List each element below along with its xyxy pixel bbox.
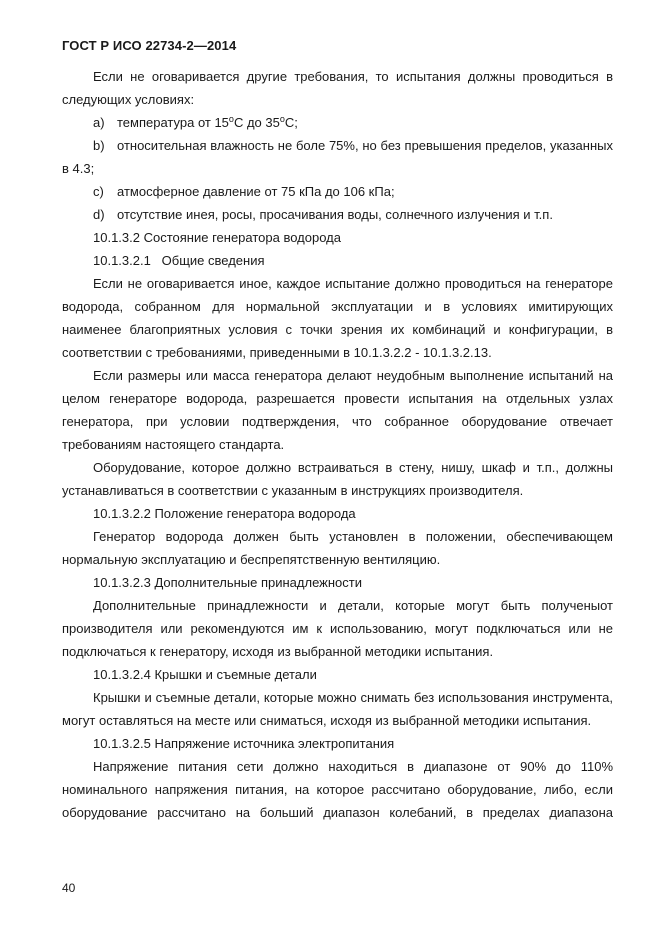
condition-b: b) относительная влажность не боле 75%, но без превышения пределов, указанных в 4.3; (62, 134, 613, 180)
page-number: 40 (62, 881, 76, 895)
condition-label: a) (93, 115, 105, 130)
section-heading-10-1-3-2-3: 10.1.3.2.3 Дополнительные принадлежности (93, 575, 362, 590)
section-heading-10-1-3-2-2: 10.1.3.2.2 Положение генератора водорода (93, 506, 356, 521)
condition-a: a) температура от 15$^o$C до 35$^o$C; (62, 111, 613, 134)
condition-label: d) (93, 207, 105, 222)
condition-d: d) отсутствие инея, росы, просачивания воды, солнечного излучения и т.п. (62, 203, 613, 226)
section-heading-10-1-3-2-1: 10.1.3.2.1 Общие сведения (93, 253, 265, 268)
section-heading-10-1-3-2-5: 10.1.3.2.5 Напряжение источника электропитания (93, 736, 395, 751)
section-heading-10-1-3-2-4: 10.1.3.2.4 Крышки и съемные детали (93, 667, 317, 682)
paragraph-position: Генератор водорода должен быть установлен в положении, обеспечивающем нормальную эксплуатацию и беспрепятственную вентиляцию. (62, 529, 613, 567)
paragraph-built-in: Оборудование, которое должно встраиваться в стену, нишу, шкаф и т.п., должны устанавливаться в соответствии с указанным в инструкциях производителя. (62, 460, 613, 498)
document-header: ГОСТ Р ИСО 22734-2—2014 (62, 38, 237, 53)
paragraph-general: Если не оговаривается иное, каждое испытание должно проводиться на генераторе водорода, собранном для нормальной эксплуатации и в условиях имитирующих наименее благоприятных условия с точки зрения их комбинаций и конфигурации, в соответствии с требованиями, приведенными в 10.1.3.2.2 - 10.1.3.2.13. (62, 276, 613, 360)
paragraph-supply-voltage: Напряжение питания сети должно находиться в диапазоне от 90% до 110% номинального напряжения питания, на которое рассчитано оборудование, либо, если оборудование рассчитано на больший диапазон колебаний, в пределах диапазона (62, 759, 613, 820)
paragraph-accessories: Дополнительные принадлежности и детали, которые могут быть полученыот производителя или рекомендуются им к использованию, могут подключаться или не подключаться к генератору, исходя из выбранной методики испытания. (62, 598, 613, 659)
condition-label: b) (93, 138, 105, 153)
paragraph-covers: Крышки и съемные детали, которые можно снимать без использования инструмента, могут оставляться на месте или сниматься, исходя из выбранной методики испытания. (62, 690, 613, 728)
condition-c: c) атмосферное давление от 75 кПа до 106 кПа; (62, 180, 613, 203)
document-body (62, 65, 613, 824)
section-heading-10-1-3-2: 10.1.3.2 Состояние генератора водорода (93, 230, 341, 245)
intro-paragraph: Если не оговаривается другие требования, то испытания должны проводиться в следующих условиях: (62, 69, 613, 107)
paragraph-size-mass: Если размеры или масса генератора делают неудобным выполнение испытаний на целом генераторе водорода, разрешается провести испытания на отдельных узлах генератора, при условии подтверждения, что собранное оборудование отвечает требованиям настоящего стандарта. (62, 368, 613, 452)
condition-label: c) (93, 184, 104, 199)
